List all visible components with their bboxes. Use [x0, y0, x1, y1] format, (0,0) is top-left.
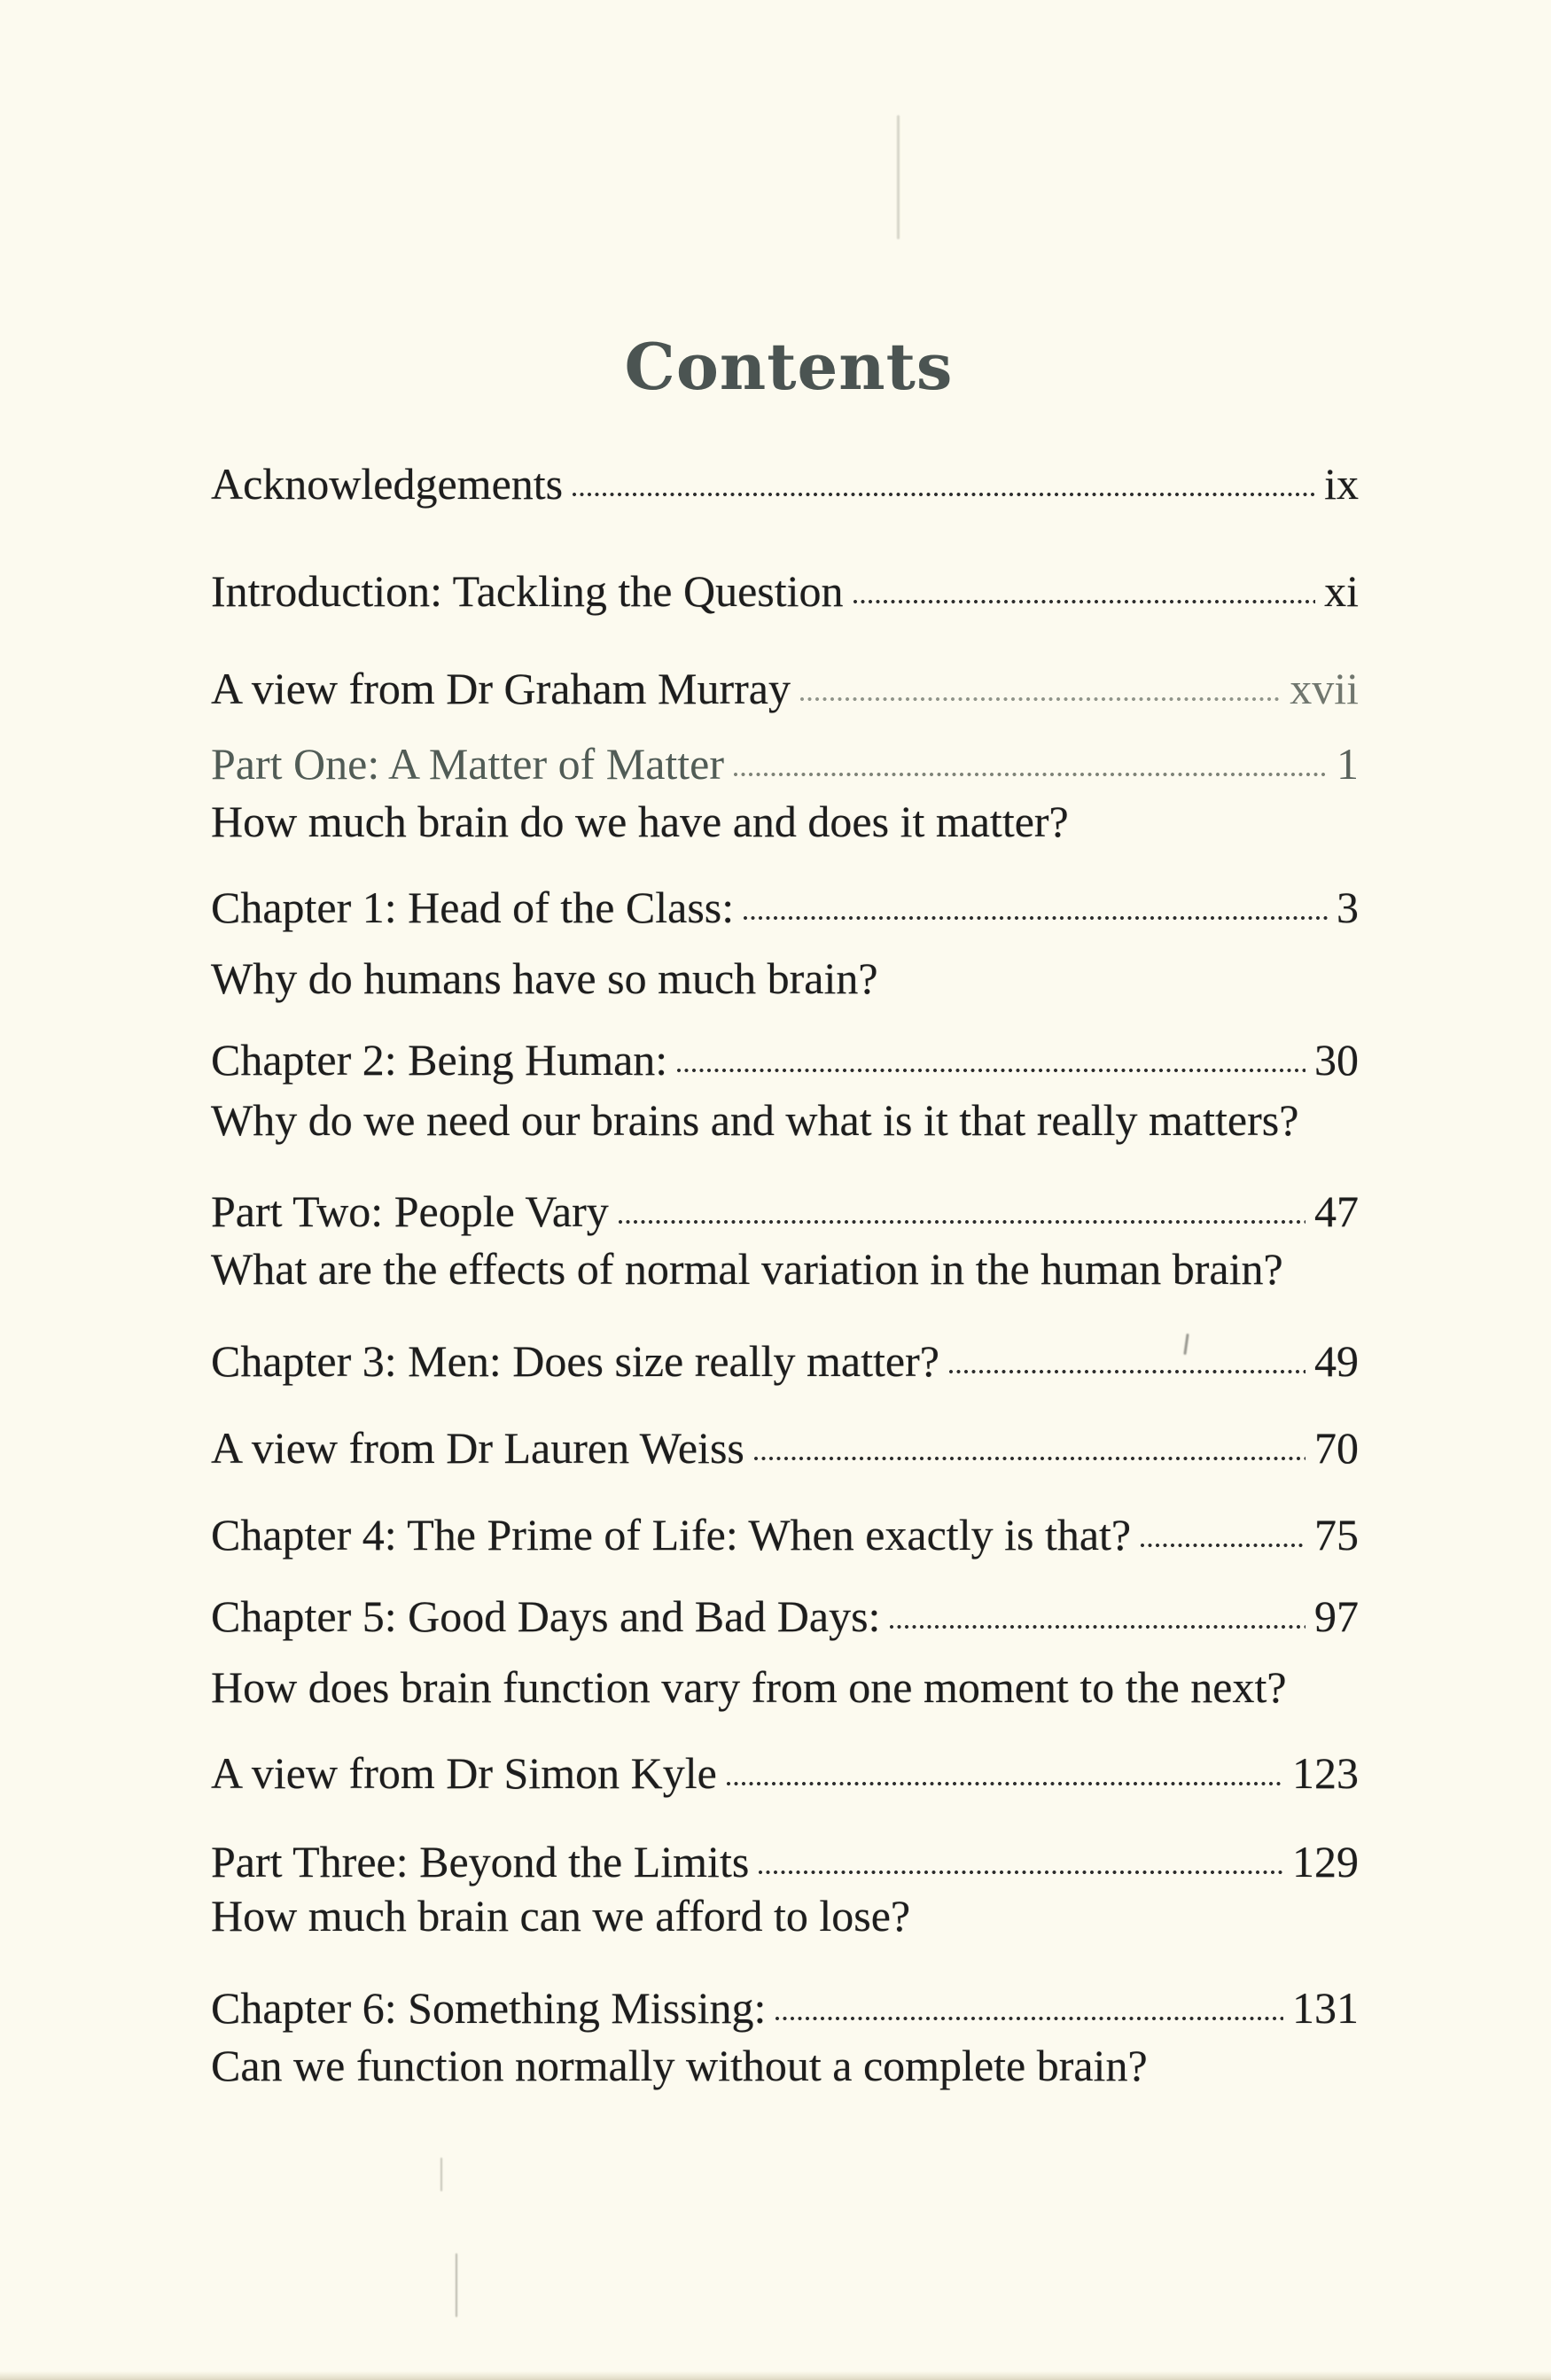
toc-entry-part-three — [211, 1839, 1359, 1885]
toc-entry-introduction — [211, 568, 1359, 614]
dot-leader — [799, 696, 1281, 702]
toc-entry-label: Chapter 1: Head of the Class: — [211, 883, 735, 932]
toc-entry-part-one — [211, 741, 1359, 787]
page-title: Contents — [624, 329, 954, 405]
toc-entry-label: Part Three: Beyond the Limits — [211, 1837, 750, 1886]
toc-entry-page: 75 — [1314, 1510, 1359, 1559]
toc-entry-label: A view from Dr Simon Kyle — [211, 1748, 717, 1798]
toc-entry-chapter-6 — [211, 1985, 1359, 2031]
toc-entry-label: Acknowledgements — [211, 459, 564, 509]
scan-crease — [897, 115, 900, 239]
dot-leader — [572, 492, 1315, 497]
dot-leader — [618, 1219, 1305, 1225]
toc-entry-chapter-5 — [211, 1593, 1359, 1639]
dot-leader — [853, 599, 1316, 604]
toc-entry-page: ix — [1324, 459, 1359, 509]
toc-entry-page: 123 — [1292, 1748, 1359, 1798]
toc-entry-page: 97 — [1314, 1591, 1359, 1641]
dot-leader — [775, 2016, 1283, 2021]
toc-entry-chapter-2 — [211, 1037, 1359, 1083]
toc-entry-label: Chapter 4: The Prime of Life: When exactly is that? — [211, 1510, 1132, 1559]
dot-leader — [948, 1369, 1305, 1374]
toc-entry-view-simon-kyle — [211, 1750, 1359, 1796]
toc-entry-subtitle: How much brain can we afford to lose? — [211, 1891, 911, 1941]
dot-leader — [726, 1781, 1283, 1786]
toc-entry-subtitle: What are the effects of normal variation in the human brain? — [211, 1244, 1283, 1294]
dot-leader — [758, 1870, 1283, 1875]
toc-entry-page: 1 — [1337, 739, 1359, 789]
dot-leader — [676, 1068, 1305, 1073]
toc-entry-part-two — [211, 1188, 1359, 1234]
toc-entry-view-graham-murray — [211, 665, 1359, 712]
dot-leader — [743, 915, 1328, 921]
toc-entry-page: 129 — [1292, 1837, 1359, 1886]
dot-leader — [753, 1456, 1305, 1461]
toc-entry-view-lauren-weiss — [211, 1425, 1359, 1471]
dot-leader — [733, 772, 1328, 777]
toc-entry-subtitle: Can we function normally without a complete brain? — [211, 2041, 1148, 2090]
toc-entry-chapter-1 — [211, 884, 1359, 930]
toc-entry-label: Chapter 2: Being Human: — [211, 1035, 668, 1085]
toc-entry-page: 49 — [1314, 1336, 1359, 1386]
toc-entry-page: xvii — [1290, 664, 1359, 713]
toc-entry-page: 30 — [1314, 1035, 1359, 1085]
toc-entry-label: A view from Dr Lauren Weiss — [211, 1423, 744, 1473]
toc-entry-subtitle: How does brain function vary from one moment to the next? — [211, 1662, 1287, 1712]
dot-leader — [889, 1624, 1305, 1629]
toc-entry-page: 70 — [1314, 1423, 1359, 1473]
toc-entry-label: A view from Dr Graham Murray — [211, 664, 791, 713]
toc-entry-subtitle: Why do we need our brains and what is it that really matters? — [211, 1095, 1299, 1145]
toc-entry-chapter-4 — [211, 1512, 1359, 1558]
toc-entry-page: 131 — [1292, 1983, 1359, 2033]
toc-entry-page: xi — [1324, 566, 1359, 616]
scan-crease-bottom — [456, 2253, 457, 2317]
toc-entry-subtitle: How much brain do we have and does it matter? — [211, 797, 1069, 846]
dot-leader — [1140, 1543, 1305, 1548]
toc-entry-label: Chapter 3: Men: Does size really matter? — [211, 1336, 939, 1386]
toc-entry-label: Chapter 6: Something Missing: — [211, 1983, 767, 2033]
toc-entry-acknowledgements — [211, 461, 1359, 507]
toc-entry-label: Chapter 5: Good Days and Bad Days: — [211, 1591, 881, 1641]
page-bottom-edge — [0, 2371, 1551, 2380]
toc-entry-page: 3 — [1337, 883, 1359, 932]
scan-crease-bottom-upper — [440, 2158, 442, 2191]
toc-entry-label: Part One: A Matter of Matter — [211, 739, 725, 789]
toc-entry-subtitle: Why do humans have so much brain? — [211, 953, 878, 1003]
toc-entry-label: Part Two: People Vary — [211, 1186, 609, 1236]
toc-entry-page: 47 — [1314, 1186, 1359, 1236]
toc-entry-label: Introduction: Tackling the Question — [211, 566, 844, 616]
